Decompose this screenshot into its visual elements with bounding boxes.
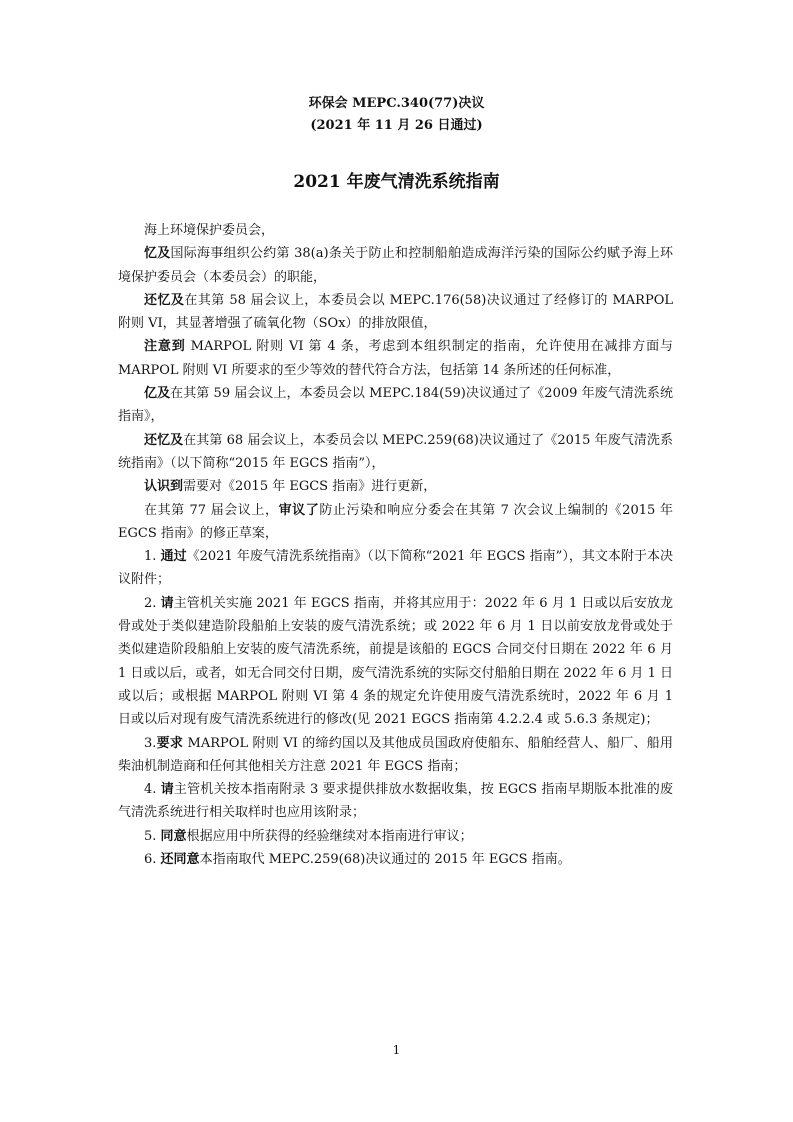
paragraph-pre: 6. xyxy=(144,852,161,868)
paragraph xyxy=(118,289,673,336)
paragraph-text: 《2021 年废气清洗系统指南》（以下简称“2021 年 EGCS 指南”），其文本附于本决议附件； xyxy=(118,549,673,588)
paragraph-pre: 3. xyxy=(144,735,157,751)
paragraph-pre: 2. xyxy=(144,595,161,611)
paragraph-text: 根据应用中所获得的经验继续对本指南进行审议； xyxy=(186,828,473,844)
paragraph-lead: 要求 xyxy=(156,735,184,751)
paragraph xyxy=(118,848,673,871)
paragraph-lead: 请 xyxy=(160,595,174,611)
paragraph xyxy=(118,825,673,848)
resolution-number: 环保会 MEPC.340(77)决议 xyxy=(308,96,485,111)
paragraph-pre: 在其第 77 届会议上， xyxy=(144,502,279,518)
paragraph-lead: 还忆及 xyxy=(144,292,185,308)
paragraph-lead: 审议了 xyxy=(278,502,320,518)
paragraph-lead: 认识到 xyxy=(144,479,184,495)
paragraph-text: 海上环境保护委员会， xyxy=(144,223,275,238)
paragraph-pre: 4. xyxy=(144,782,161,798)
paragraph xyxy=(118,592,673,732)
paragraph-text: MARPOL 附则 VI 第 4 条，考虑到本组织制定的指南，允许使用在减排方面与 MARPOL 附则 VI 所要求的至少等效的替代符合方法，包括第 14 条所述的任何标准， xyxy=(118,339,673,378)
paragraph xyxy=(118,475,673,498)
paragraph-text: 需要对《2015 年 EGCS 指南》进行更新， xyxy=(183,479,437,495)
paragraph xyxy=(118,499,673,546)
paragraph-lead: 请 xyxy=(160,782,174,798)
paragraph-text: 主管机关实施 2021 年 EGCS 指南，并将其应用于：2022 年 6 月 1 日或以后安放龙骨或处于类似建造阶段船舶上安装的废气清洗系统；或 2022 年 6 月 1 日以前安放龙骨或处于类似建造阶段船舶上安装的废气清洗系统，前提是该船的 EGCS 合同交付日期在 2022 年 6 月 1 日或以后，或者，如无合同交付日期，废气清洗系统的实际交付船舶日期在 2022 年 6 月 1 日或以后；或根据 MARPOL 附则 VI 第 4 条的规定允许使用废气清洗系统时，2022 年 6 月 1 日或以后对现有废气清洗系统进行的修改(见 2021 EGCS 指南第 4.2.2.4 或 5.6.3 条规定)； xyxy=(118,595,673,728)
paragraph xyxy=(118,732,673,779)
paragraph-text: 主管机关按本指南附录 3 要求提供排放水数据收集，按 EGCS 指南早期版本批准的废气清洗系统进行相关取样时也应用该附录； xyxy=(118,782,673,821)
page-number: 1 xyxy=(392,1043,401,1057)
paragraph-lead: 还同意 xyxy=(160,852,200,868)
paragraph xyxy=(118,335,673,382)
adoption-date: (2021 年 11 月 26 日通过) xyxy=(310,118,483,133)
paragraph xyxy=(118,219,673,242)
paragraph-lead: 还忆及 xyxy=(144,432,184,448)
resolution-body xyxy=(118,219,673,871)
paragraph-pre: 5. xyxy=(144,828,161,844)
paragraph-lead: 注意到 xyxy=(144,339,186,355)
paragraph xyxy=(118,382,673,429)
paragraph-lead: 忆及 xyxy=(144,246,171,262)
paragraph-lead: 通过 xyxy=(160,549,187,565)
paragraph-pre: 1. xyxy=(144,549,161,565)
paragraph-text: 本指南取代 MEPC.259(68)决议通过的 2015 年 EGCS 指南。 xyxy=(199,852,571,868)
paragraph-text: MARPOL 附则 VI 的缔约国以及其他成员国政府使船东、船舶经营人、船厂、船用柴油机制造商和任何其他相关方注意 2021 年 EGCS 指南； xyxy=(118,735,673,774)
paragraph-lead: 同意 xyxy=(160,828,187,844)
paragraph-text: 国际海事组织公约第 38(a)条关于防止和控制船舶造成海洋污染的国际公约赋予海上环境保护委员会（本委员会）的职能， xyxy=(118,246,673,285)
paragraph-text: 在其第 59 届会议上，本委员会以 MEPC.184(59)决议通过了《2009 年废气清洗系统指南》， xyxy=(118,386,673,425)
paragraph-text: 防止污染和响应分委会在其第 7 次会议上编制的《2015 年 EGCS 指南》的修正草案， xyxy=(118,502,673,541)
paragraph xyxy=(118,242,673,289)
paragraph xyxy=(118,545,673,592)
paragraph xyxy=(118,429,673,476)
paragraph-text: 在其第 58 届会议上，本委员会以 MEPC.176(58)决议通过了经修订的 MARPOL 附则 VI，其显著增强了硫氧化物（SOx）的排放限值， xyxy=(118,292,673,332)
paragraph-text: 在其第 68 届会议上，本委员会以 MEPC.259(68)决议通过了《2015 年废气清洗系统指南》（以下简称“2015 年 EGCS 指南”）， xyxy=(118,432,673,471)
paragraph xyxy=(118,778,673,825)
paragraph-lead: 亿及 xyxy=(144,386,171,402)
document-title: 2021 年废气清洗系统指南 xyxy=(293,172,500,192)
